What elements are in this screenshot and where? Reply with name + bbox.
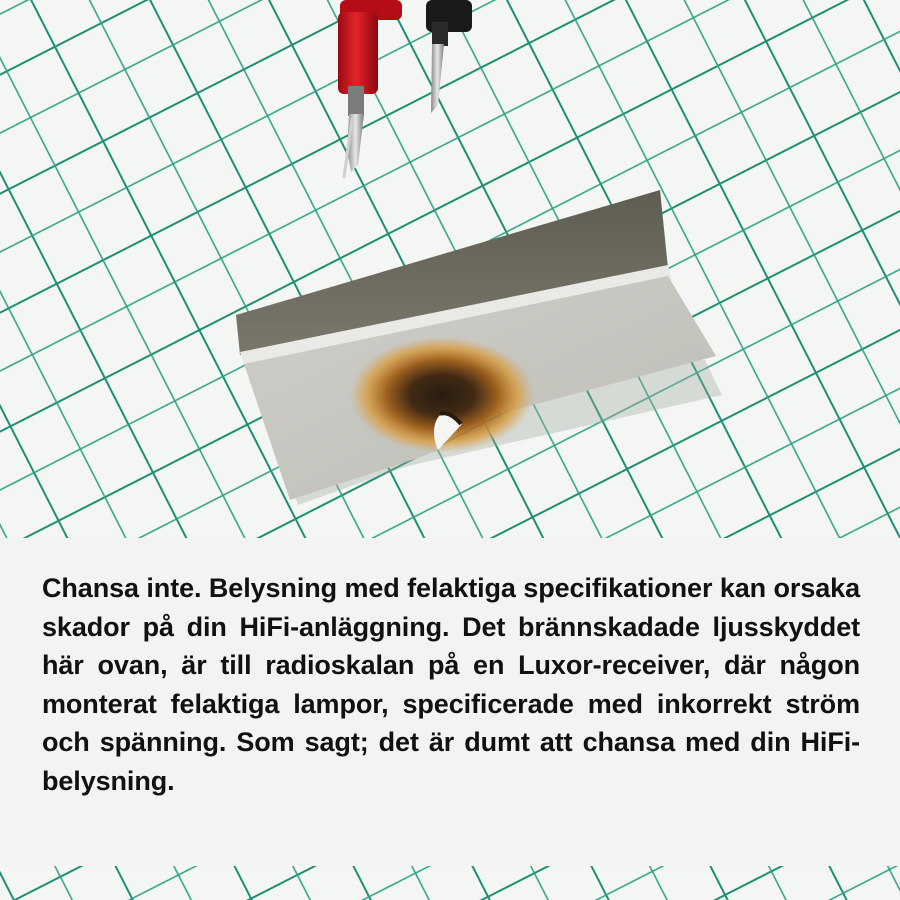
caption-text: Chansa inte. Belysning med felaktiga specifikationer kan orsaka skador på din HiFi-anläggning. Det brännskadade ljusskyddet här ovan, är till radioskalan på en Luxor-receiver, där någon monterat felaktiga lampor, specificerade med inkorrekt ström och spänning. Som sagt; det är dumt att chansa med din HiFi-belysning. [42,573,860,796]
